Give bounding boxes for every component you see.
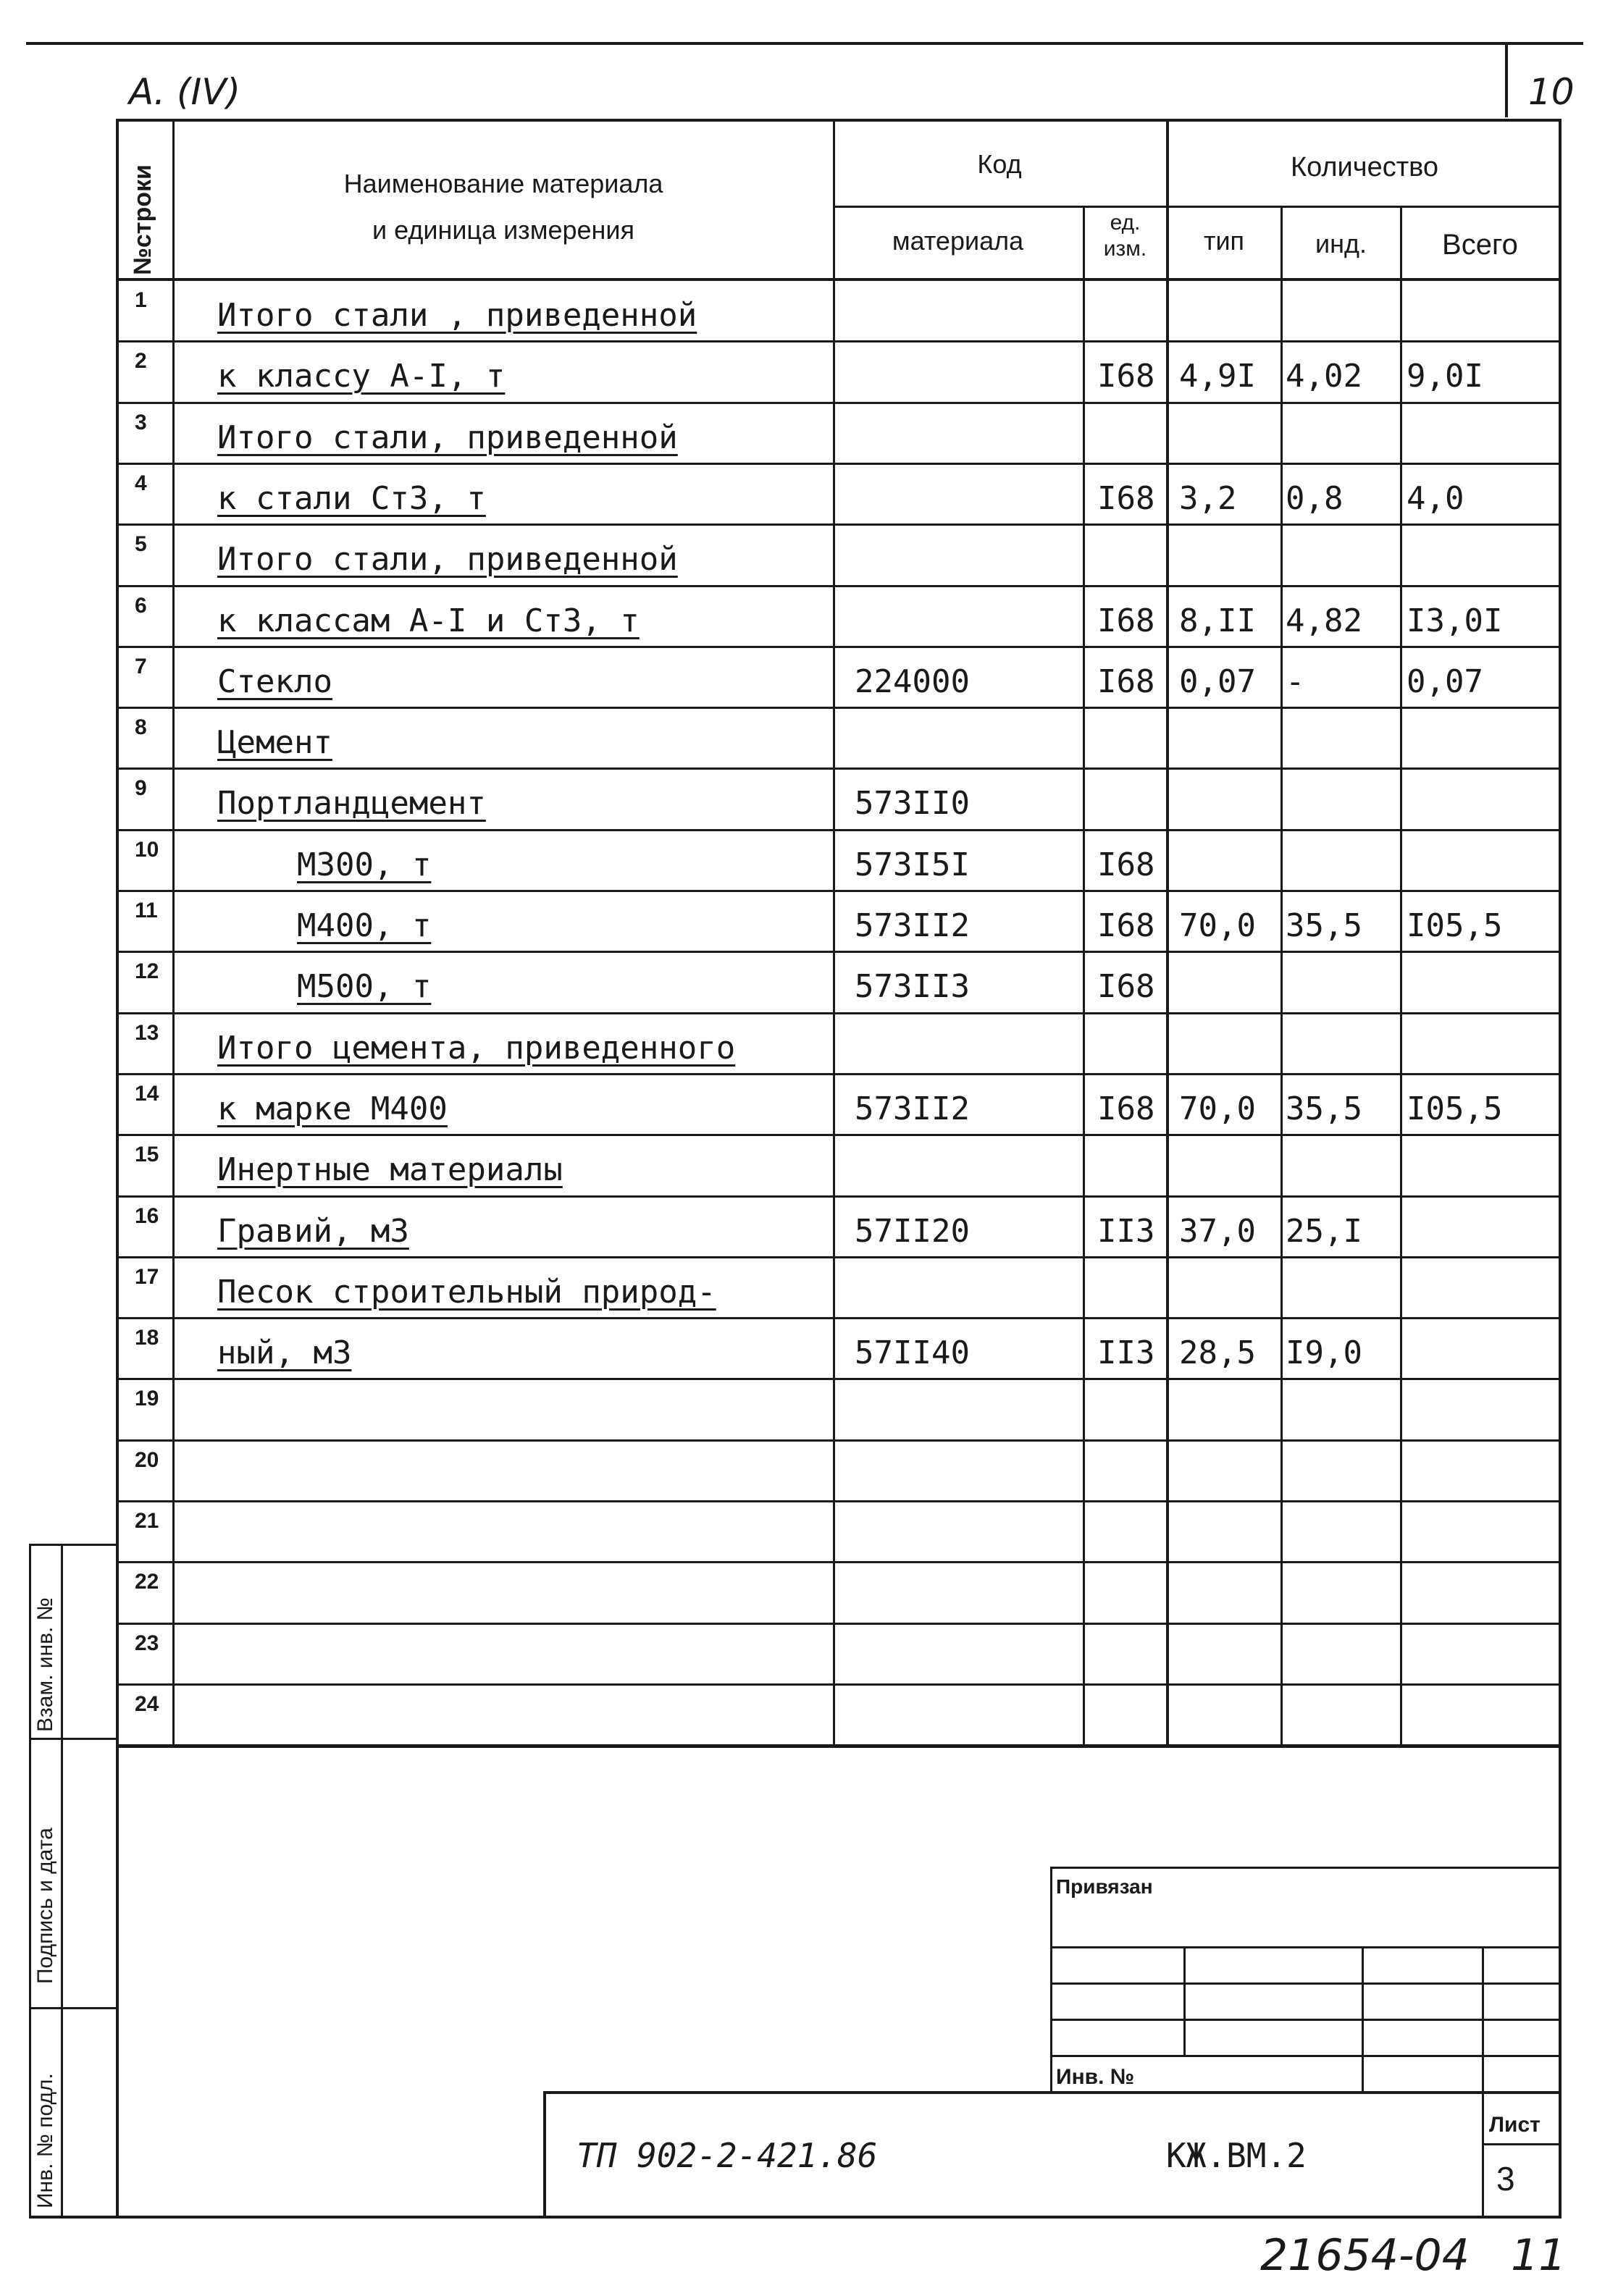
header-quantity: Количество — [1290, 152, 1439, 182]
cell-ind: 4,02 — [1286, 358, 1362, 395]
stamp-sheet-left — [1482, 2091, 1484, 2219]
cell-unit: I68 — [1097, 602, 1155, 639]
cell-unit: I68 — [1097, 907, 1155, 944]
cell-code: 573II0 — [855, 785, 970, 822]
row-number: 17 — [135, 1265, 159, 1289]
header-name-text: Наименование материала и единица измерения — [343, 169, 663, 245]
cell-unit: I68 — [1097, 968, 1155, 1005]
row-separator — [116, 1378, 1562, 1380]
title-block-separator — [116, 1745, 1562, 1748]
privyazan-left — [1050, 1867, 1052, 2093]
cell-total: I3,0I — [1407, 602, 1503, 639]
col-line-ind — [1400, 206, 1402, 1748]
privyazan-line-4 — [1050, 2055, 1562, 2057]
header-qty-type: тип — [1203, 226, 1245, 256]
cell-ind: 35,5 — [1286, 1090, 1362, 1127]
cell-code: 573II3 — [855, 968, 970, 1005]
table-left-border — [116, 119, 119, 2219]
cell-code: 573II2 — [855, 907, 970, 944]
cell-unit: I68 — [1097, 663, 1155, 700]
cell-ind: 35,5 — [1286, 907, 1362, 944]
header-name — [174, 161, 833, 253]
row-separator — [116, 1683, 1562, 1686]
row-number: 8 — [135, 715, 147, 739]
privyazan-label: Привязан — [1056, 1875, 1153, 1898]
cell-name: М500, т — [297, 968, 432, 1005]
privyazan-line-3 — [1050, 2019, 1562, 2021]
row-separator — [116, 890, 1562, 892]
row-separator — [116, 768, 1562, 770]
row-separator — [116, 829, 1562, 831]
cell-total: I05,5 — [1407, 907, 1503, 944]
cell-name: ный, м3 — [217, 1334, 352, 1371]
table-top-border — [116, 119, 1562, 122]
side-stamp-inv-podl: Инв. № подл. — [33, 2073, 57, 2208]
header-qty-ind: инд. — [1315, 229, 1367, 258]
row-number: 3 — [135, 411, 147, 434]
cell-code: 224000 — [855, 663, 970, 700]
row-separator — [116, 1073, 1562, 1075]
top-left-mark: А. (IV) — [129, 71, 240, 113]
cell-ind: 25,I — [1286, 1213, 1362, 1250]
row-number: 9 — [135, 776, 147, 800]
row-number: 20 — [135, 1448, 159, 1472]
row-separator — [116, 463, 1562, 465]
row-number: 2 — [135, 349, 147, 373]
cell-name: Гравий, м3 — [217, 1213, 409, 1250]
sheet-number: 3 — [1496, 2160, 1515, 2198]
cell-name: к марке М400 — [217, 1090, 448, 1127]
cell-name: М400, т — [297, 907, 432, 944]
cell-unit: I68 — [1097, 1090, 1155, 1127]
cell-ind: 4,82 — [1286, 602, 1362, 639]
page-number: 10 — [1528, 71, 1575, 113]
header-code-material: материала — [892, 226, 1024, 256]
side-stamp-sep-1 — [29, 1738, 116, 1740]
cell-name: Стекло — [217, 663, 332, 700]
cell-type: 4,9I — [1179, 358, 1256, 395]
row-separator — [116, 1561, 1562, 1563]
cell-type: 0,07 — [1179, 663, 1256, 700]
row-separator — [116, 1012, 1562, 1014]
row-number: 18 — [135, 1326, 159, 1350]
row-number: 6 — [135, 594, 147, 618]
cell-unit: I68 — [1097, 480, 1155, 517]
cell-name: к стали Ст3, т — [217, 480, 486, 517]
row-separator — [116, 1134, 1562, 1136]
row-separator — [116, 1317, 1562, 1319]
row-number: 16 — [135, 1204, 159, 1228]
cell-unit: I68 — [1097, 358, 1155, 395]
row-separator — [116, 951, 1562, 953]
col-line-code — [1083, 206, 1085, 1748]
cell-ind: - — [1286, 663, 1305, 700]
cell-ind: 0,8 — [1286, 480, 1344, 517]
side-stamp-vzam: Взам. инв. № — [33, 1597, 57, 1732]
cell-unit: II3 — [1097, 1213, 1155, 1250]
header-bottom-line — [116, 278, 1562, 281]
cell-code: 57II40 — [855, 1334, 970, 1371]
row-number: 13 — [135, 1021, 159, 1045]
cell-code: 573I5I — [855, 846, 970, 883]
cell-type: 70,0 — [1179, 907, 1256, 944]
col-line-unit — [1166, 119, 1169, 1748]
cell-name: М300, т — [297, 846, 432, 883]
cell-unit: II3 — [1097, 1334, 1155, 1371]
row-separator — [116, 1500, 1562, 1502]
stamp-top — [543, 2091, 1562, 2094]
cell-total: 0,07 — [1407, 663, 1483, 700]
row-number: 11 — [135, 899, 158, 922]
stamp-sheet-sep — [1482, 2143, 1562, 2145]
row-separator — [116, 646, 1562, 648]
row-separator — [116, 523, 1562, 526]
header-code-unit: ед. изм. — [1103, 211, 1147, 261]
side-stamp-outer-line — [29, 1544, 31, 2219]
row-separator — [116, 1623, 1562, 1625]
row-number: 4 — [135, 471, 147, 495]
row-number: 10 — [135, 838, 159, 862]
cell-name: к классу А-I, т — [217, 358, 506, 395]
row-separator — [116, 340, 1562, 342]
cell-name: Итого цемента, приведенного — [217, 1030, 736, 1067]
cell-name: Итого стали , приведенной — [217, 297, 697, 334]
header-row-number: №строки — [129, 164, 156, 275]
cell-name: Инертные материалы — [217, 1151, 563, 1188]
cell-total: 4,0 — [1407, 480, 1464, 517]
row-number: 15 — [135, 1143, 159, 1166]
cell-name: Итого стали, приведенной — [217, 419, 678, 456]
cell-type: 37,0 — [1179, 1213, 1256, 1250]
top-frame-line — [26, 42, 1583, 45]
page-bottom-border — [29, 2216, 1562, 2219]
sheet-label: Лист — [1489, 2113, 1541, 2137]
row-number: 21 — [135, 1509, 159, 1533]
cell-name: к классам А-I и Ст3, т — [217, 602, 640, 639]
row-number: 14 — [135, 1082, 159, 1106]
cell-type: 8,II — [1179, 602, 1256, 639]
cell-code: 573II2 — [855, 1090, 970, 1127]
row-separator — [116, 402, 1562, 404]
table-right-border — [1559, 119, 1562, 2219]
doc-mark: КЖ.ВМ.2 — [1166, 2136, 1307, 2175]
top-right-page-divider — [1505, 45, 1508, 117]
row-separator — [116, 1439, 1562, 1442]
side-stamp-sep-2 — [29, 2007, 116, 2009]
bottom-handwritten-number: 21654-04 11 — [1260, 2230, 1567, 2281]
cell-unit: I68 — [1097, 846, 1155, 883]
header-mid-line — [833, 206, 1562, 208]
row-separator — [116, 1256, 1562, 1258]
privyazan-col-3 — [1482, 1946, 1484, 2091]
cell-ind: I9,0 — [1286, 1334, 1362, 1371]
row-number: 24 — [135, 1692, 159, 1716]
row-separator — [116, 1195, 1562, 1198]
row-number: 5 — [135, 532, 147, 556]
row-number: 12 — [135, 959, 159, 983]
cell-total: 9,0I — [1407, 358, 1483, 395]
privyazan-top — [1050, 1867, 1562, 1869]
row-number: 7 — [135, 655, 147, 678]
inv-no-label: Инв. № — [1056, 2065, 1135, 2089]
cell-type: 28,5 — [1179, 1334, 1256, 1371]
col-line-type — [1280, 206, 1283, 1748]
cell-name: Цемент — [217, 724, 332, 761]
header-qty-total: Всего — [1442, 229, 1518, 261]
cell-name: Портландцемент — [217, 785, 486, 822]
cell-name: Итого стали, приведенной — [217, 541, 678, 578]
privyazan-line-2 — [1050, 1982, 1562, 1985]
cell-type: 70,0 — [1179, 1090, 1256, 1127]
cell-code: 57II20 — [855, 1213, 970, 1250]
cell-name: Песок строительный природ- — [217, 1274, 716, 1311]
row-number: 19 — [135, 1387, 159, 1410]
side-stamp-divider — [61, 1544, 63, 2219]
row-number: 22 — [135, 1570, 159, 1594]
privyazan-line-1 — [1050, 1946, 1562, 1948]
row-separator — [116, 707, 1562, 709]
col-line-name — [833, 119, 835, 1748]
cell-type: 3,2 — [1179, 480, 1237, 517]
privyazan-col-1 — [1183, 1946, 1186, 2055]
privyazan-col-2 — [1362, 1946, 1364, 2091]
side-stamp-top — [29, 1544, 116, 1546]
doc-code: ТП 902-2-421.86 — [577, 2136, 878, 2175]
row-number: 1 — [135, 288, 147, 312]
side-stamp-podpis: Подпись и дата — [33, 1828, 57, 1984]
stamp-left — [543, 2091, 546, 2219]
row-number: 23 — [135, 1631, 159, 1655]
header-code: Код — [977, 149, 1022, 179]
row-separator — [116, 585, 1562, 587]
cell-total: I05,5 — [1407, 1090, 1503, 1127]
